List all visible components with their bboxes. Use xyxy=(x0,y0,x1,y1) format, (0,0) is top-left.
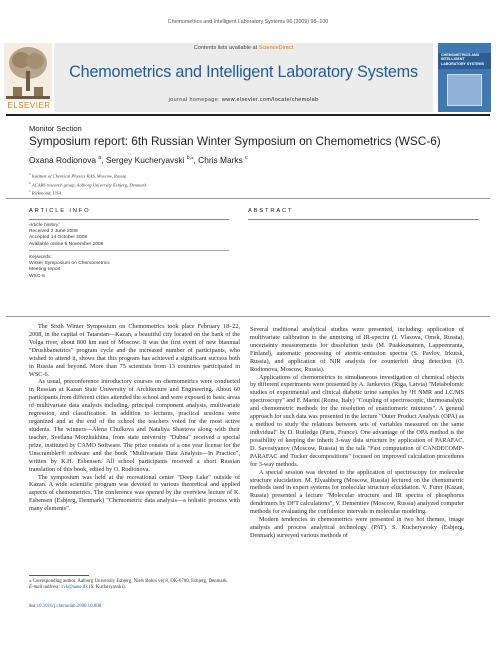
doi-line: doi:10.1016/j.chemolab.2008.10.008 xyxy=(29,604,102,609)
right-column xyxy=(250,326,464,540)
corresponding-author-note: ⁎ Corresponding author. Aalborg University Esbjerg, Niels Bohrs vej 8, DK-6700, Esbjerg, Denmark. xyxy=(29,579,228,584)
abstract-heading: ABSTRACT xyxy=(248,208,294,214)
paragraph: A special session was devoted to the application of spectroscopy for molecular structure elucidation. M. Elyashberg (Moscow, Russia) lectured on the chemometric methods used in expert systems for molecular structure elucidation. V. Furer (Kazan, Russia) presented a lecture "Molecular structure and IR spectra of phosphorus dendrimers by DFT calculations", V. Dementiev (Moscow, Russia) analyzed computer methods for evaluating the confidence intervals in molecular modeling. xyxy=(250,468,464,516)
email-link[interactable]: svk@aaue.dk xyxy=(61,585,88,591)
body-rule xyxy=(6,316,490,317)
footnotes xyxy=(29,579,241,592)
abstract-rule xyxy=(248,219,479,220)
affiliation-rule xyxy=(6,198,490,199)
sciencedirect-link[interactable]: ScienceDirect xyxy=(258,45,294,51)
journal-cover-image xyxy=(438,43,491,112)
keywords-label: Keywords: xyxy=(29,255,52,260)
affiliation: $^b$ ACABS research group, Aalborg University Esbjerg, Denmark xyxy=(29,180,147,188)
header-rule xyxy=(6,114,490,116)
article-title: Symposium report: 6th Russian Winter Symposium on Chemometrics (WSC-6) xyxy=(29,134,441,148)
homepage-url[interactable]: www.elsevier.com/locate/chemolab xyxy=(221,97,319,103)
article-history xyxy=(29,223,229,248)
author[interactable]: Chris Marks $^c$ xyxy=(198,155,248,165)
author[interactable]: Sergey Kucheryavski $^{b,⁎}$ xyxy=(105,155,194,165)
paragraph: Applications of chemometrics to simultaneous investigation of chemical objects by different experiments were presented by A. Jankevics (Riga, Latvia) "Metabolomic studies of experimental and clinical diabetic urine samples by ¹H NMR and LC/MS spectroscopy" and F. Marini (Rome, Italy) "Coupling of spectroscopic, thermoanalytic and chemometric methods for the resolution of enantiomeric mixtures". A general approach for such data was presented in the lecture "Outer Product Analysis (OPA) as a method to study the relations between sets of variables measured on the same individual" by D. Rutledge (Paris, France). One advantage of the OPA method is the possibility of keeping the inherit 3-way data structure by application of PARAFAC. D. Savostyanov (Moscow, Russia) in the talk "Fast computation of CANDECOMP-PARAFAC and Tucker decompositions" focused on improved calculation procedures for 3-way methods. xyxy=(250,373,464,468)
affiliations xyxy=(29,171,479,197)
history-label: Article history: xyxy=(29,223,60,228)
left-column xyxy=(29,323,240,513)
article-info-heading: ARTICLE INFO xyxy=(29,208,91,214)
affiliation: $^a$ Institute of Chemical Physics RAS, Moscow, Russia xyxy=(29,172,127,179)
journal-reference: Chemometrics and Intelligent Laboratory Systems 96 (2009) 98–100 xyxy=(167,19,329,25)
elsevier-wordmark: ELSEVIER xyxy=(7,101,51,110)
cover-illustration xyxy=(447,74,482,106)
history-received: Received 2 June 2008 xyxy=(29,229,78,235)
affiliation: $^c$ Richmond, USA xyxy=(29,189,62,196)
paragraph: Several traditional analytical studies were presented, including: application of multivariate calibration to the unmixing of IR-spectra (I. Vlasova, Omsk, Russia), uncertainty measurements for dissolution tests (M. Paakkunainen, Lappeenranta, Finland), automatic processing of atomic-emission spectra (S. Pavlov, Irkutsk, Russia), and application of NIR analysis for counterfeit drug detection (O. Rodionova, Moscow, Russia). xyxy=(250,326,464,373)
journal-title: Chemometrics and Intelligent Laboratory Systems xyxy=(69,63,418,81)
paragraph: Modern tendencies in chemometrics were presented in two hot themes, image analysis and process analytical technology (PAT). S. Kucheryavsky (Esbjerg, Denmark) surveyed various methods of xyxy=(250,516,464,539)
keyword: Meeting report xyxy=(29,267,61,273)
journal-homepage xyxy=(54,97,433,103)
homepage-prefix: journal homepage: xyxy=(168,97,222,103)
history-online: Available online 5 November 2008 xyxy=(29,241,104,247)
paragraph: The symposium was held at the recreational center "Deep Lake" outside of Kazan. A wide scientific program was devoted to various theoretical and applied aspects of chemometrics. The conference was opened by the overview lecture of K. Esbensen (Esbjerg, Denmark) "Chemometric data analysis—a holistic process with many elements". xyxy=(29,473,240,513)
elsevier-tree-logo xyxy=(4,43,52,101)
keyword: WSC-6 xyxy=(29,273,45,279)
keywords xyxy=(29,255,229,280)
contents-prefix: Contents lists available at xyxy=(193,45,259,51)
paragraph: As usual, preconference introductory courses on chemometrics were conducted in Russian at Kazan State University of Architecture and Engineering. About 60 participants from different cities attended the school and were exposed to basic areas of multivariate data analysis including, principal component analysis, multivariate regression, and classification. In addition to lectures, practical sessions were organized and at the end of the school the teachers voted for the most active students. The winners—Alena Chulkova and Nataliya Shastova along with their teacher, Svetlana Morzhukhina, from state university "Dubna" received a special prize, instituted by CAMO Software. The prize consists of a one year license for the Unscrambler® software and the book "Multivariate Data Analysis—In Practice", written by K.H. Esbensen. All school participants received a short Russian translation of this book, edited by O. Rodionova. xyxy=(29,378,240,473)
email-note: E-mail address: svk@aaue.dk (S. Kucheryavski). xyxy=(29,585,126,591)
history-rule xyxy=(29,250,229,251)
footnote-rule xyxy=(29,575,89,576)
article-info-rule xyxy=(29,219,229,220)
contents-line xyxy=(54,45,433,51)
author[interactable]: Oxana Rodionova $^a$ xyxy=(29,155,102,165)
paragraph: The Sixth Winter Symposium on Chemometrics took place February 18–22, 2008, in the capital of Tatarstan—Kazan, a beautiful city located on the bank of the Volga river, about 800 km east of Moscow. It was the first event of new biannual "Drushbametrics" program cycle and the increased number of participants, who wished to attend it, shows that this program has achieved a significant success both in Russia and beyond. More than 75 scientists from 13 countries participated in WSC-6. xyxy=(29,323,240,378)
section-label: Monitor Section xyxy=(29,124,82,133)
history-accepted: Accepted 14 October 2008 xyxy=(29,235,88,241)
doi-link[interactable]: 10.1016/j.chemolab.2008.10.008 xyxy=(36,604,102,609)
author-list: Oxana Rodionova $^a$, Sergey Kucheryavski $^{b,⁎}$, Chris Marks $^c$ xyxy=(29,155,248,165)
cover-title: CHEMOMETRICS AND INTELLIGENT LABORATORY SYSTEMS xyxy=(441,53,484,66)
keyword: Winter Symposium on Chemometrics xyxy=(29,261,110,267)
